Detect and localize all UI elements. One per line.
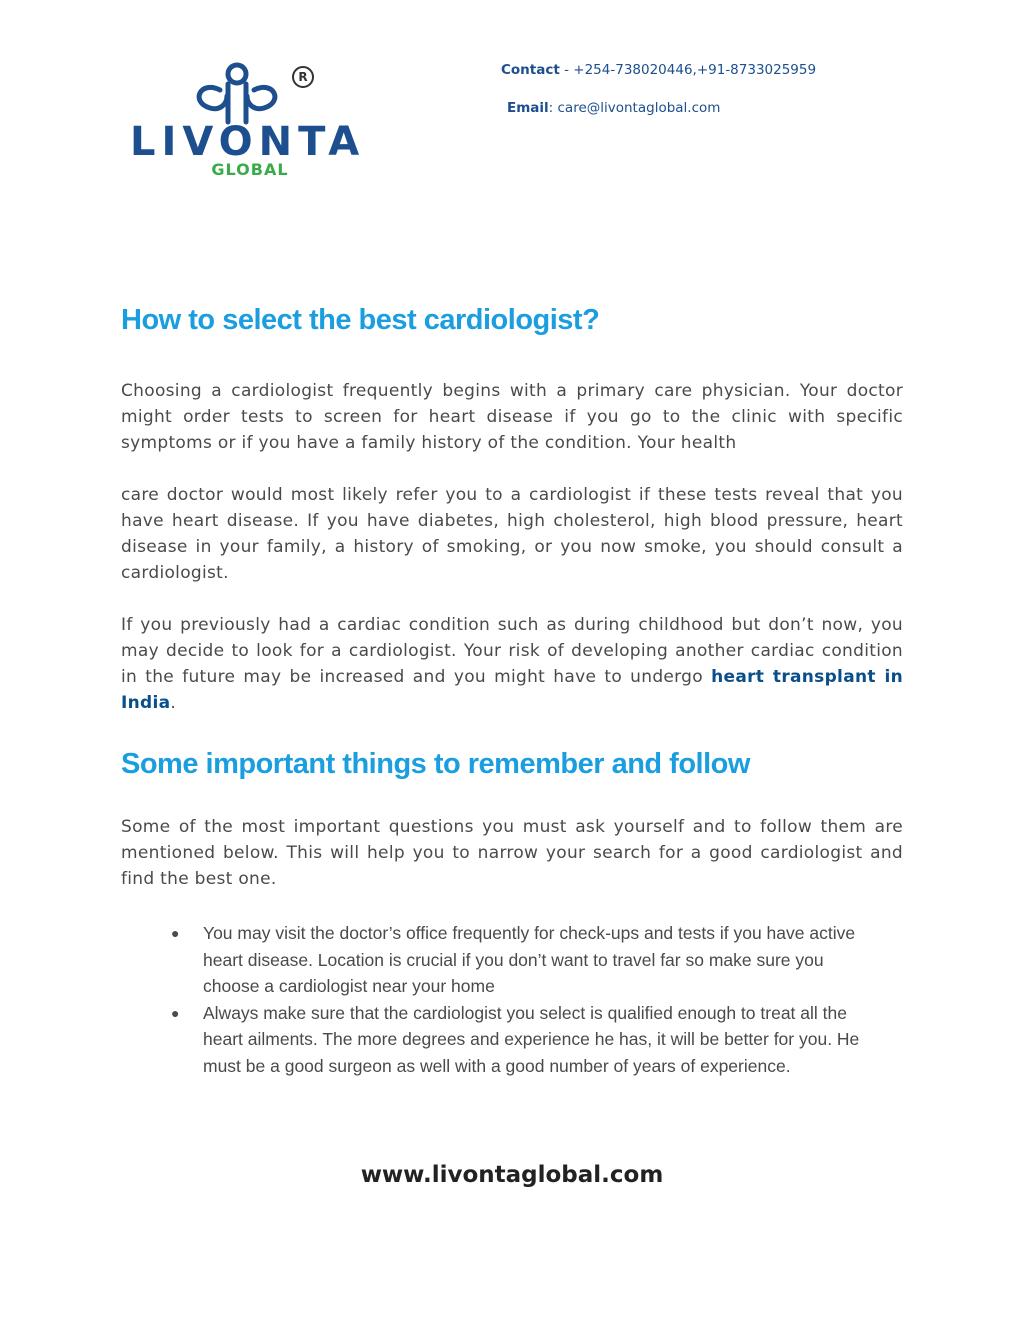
article-body <box>121 300 903 1079</box>
paragraph-2: care doctor would most likely refer you to a cardiologist if these tests reveal that you have heart disease. If you have diabetes, high cholesterol, high blood pressure, heart disease in your family, a history of smoking, or you now smoke, you should consult a cardiologist. <box>121 485 903 583</box>
registered-mark: R <box>292 66 314 88</box>
bullet-list <box>171 920 883 1079</box>
bullet-icon: ● <box>171 925 180 941</box>
email-label: Email <box>507 100 549 116</box>
paragraph-3-text: If you previously had a cardiac condition such as during childhood but don’t now, you may decide to look for a cardiologist. Your risk of developing another cardiac condition in the future may be increased and you might have to undergo <box>121 615 903 687</box>
bullet-icon: ● <box>171 1004 180 1021</box>
link-suffix: . <box>170 693 177 713</box>
logo-subword: GLOBAL <box>211 160 289 179</box>
email-line <box>507 102 720 116</box>
contact-phone[interactable]: +254-738020446,+91-8733025959 <box>573 62 817 78</box>
list-item <box>171 1000 883 1080</box>
section-title: Some important things to remember and follow <box>121 748 750 780</box>
footer-website[interactable]: www.livontaglobal.com <box>360 1162 664 1188</box>
list-item-text: You may visit the doctor’s office frequently for check-ups and tests if you have active heart disease. Location is crucial if you don’t want to travel far so make sure you choose a cardiologist near your home <box>203 923 856 996</box>
section-intro: Some of the most important questions you must ask yourself and to follow them are mentioned below. This will help you to narrow your search for a good cardiologist and find the best one. <box>121 817 903 889</box>
paragraph-3 <box>121 612 903 716</box>
logo-wordmark: LIVONTA <box>130 119 366 165</box>
email-separator: : <box>548 100 558 116</box>
contact-line <box>501 64 816 78</box>
paragraph-1: Choosing a cardiologist frequently begins with a primary care physician. Your doctor might order tests to screen for heart disease if you go to the clinic with specific symptoms or if you have a family history of the condition. Your health <box>121 381 903 453</box>
list-item <box>171 920 883 1000</box>
livonta-logo <box>130 60 366 185</box>
contact-label: Contact <box>501 62 560 78</box>
article-title: How to select the best cardiologist? <box>121 304 600 336</box>
list-item-text: Always make sure that the cardiologist you select is qualified enough to treat all the heart ailments. The more degrees and experience he has, it will be better for you. He must be a good surgeon as well with a good number of years of experience. <box>203 1002 860 1076</box>
contact-separator: - <box>559 62 574 78</box>
heart-transplant-link[interactable]: heart transplant in India <box>121 667 903 713</box>
email-address[interactable]: care@livontaglobal.com <box>557 100 721 116</box>
